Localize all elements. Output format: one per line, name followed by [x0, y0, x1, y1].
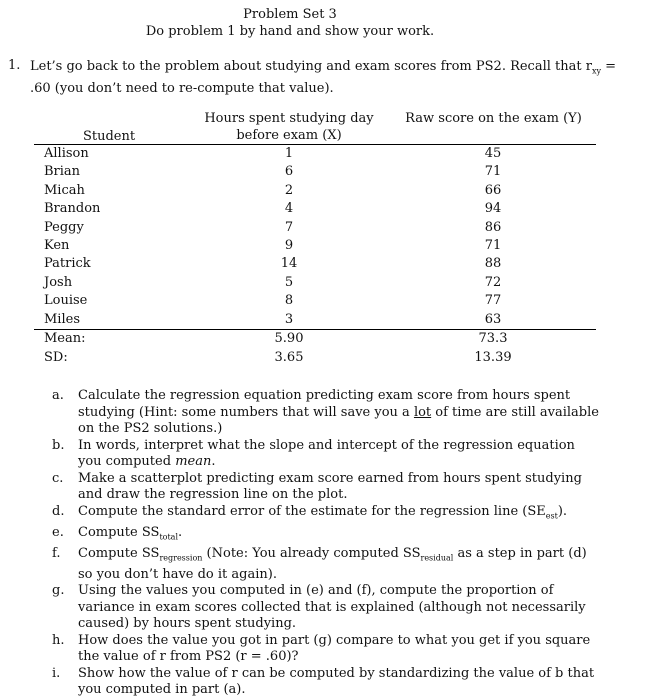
table-row	[34, 164, 596, 182]
cell-y: 45	[484, 146, 502, 161]
header-student: Student	[82, 129, 136, 144]
cell-y: 66	[484, 182, 502, 198]
cell-name: Patrick	[44, 256, 91, 272]
problem-number: 1.	[8, 58, 21, 73]
header-hours: Hours spent studying day before exam (X)	[204, 111, 374, 143]
cell-y: 88	[484, 256, 502, 272]
cell-name: Brian	[44, 164, 81, 180]
cell-x: 4	[284, 201, 294, 217]
question-f: f. Compute $SS_{regression}$ (Note: You already computed $SS_{residual}$ as a step in part (d) so you don’t have do it again).	[52, 545, 587, 582]
cell-x: 1	[284, 146, 294, 161]
table-row	[34, 238, 596, 256]
table-row	[34, 312, 596, 330]
cell-name: Allison	[44, 146, 89, 161]
table-row	[34, 146, 596, 164]
r-subscript: xy	[591, 66, 601, 76]
table-row	[34, 293, 596, 311]
question-b: b. In words, interpret what the slope and intercept of the regression equation you computed mean.	[52, 437, 575, 469]
table-row	[34, 201, 596, 219]
problem-1	[8, 58, 628, 97]
cell-y: 71	[484, 238, 502, 253]
instruction: Do problem 1 by hand and show your work.	[145, 24, 435, 39]
question-i: i. Show how the value of r can be computed by standardizing the value of b that you computed in part (a).	[52, 665, 595, 698]
problem-text: Let’s go back to the problem about studying and exam scores from PS2. Recall that $r_{xy} = .60$ (you don’t need to re-compute that value).	[30, 59, 617, 96]
cell-x: 14	[280, 256, 298, 272]
sd-x: 3.65	[274, 350, 304, 365]
table-row	[34, 220, 596, 238]
summary-rule	[34, 329, 596, 330]
mean-label: Mean:	[44, 331, 86, 346]
cell-name: Josh	[44, 274, 73, 290]
sd-row	[34, 350, 596, 368]
table-row	[34, 256, 596, 274]
cell-y: 77	[484, 293, 502, 309]
sd-y: 13.39	[474, 350, 512, 365]
cell-x: 7	[284, 219, 294, 235]
question-e: e. Compute $SS_{total}$.	[52, 524, 183, 542]
cell-x: 9	[284, 238, 294, 253]
cell-x: 2	[284, 182, 294, 198]
cell-name: Miles	[44, 311, 80, 327]
table-row	[34, 183, 596, 201]
cell-y: 72	[484, 274, 502, 290]
question-g: g. Using the values you computed in (e) and (f), compute the proportion of variance in exam scores collected that is explained (although not necessarily caused) by hours spent studying.	[52, 583, 586, 632]
mean-x: 5.90	[274, 331, 304, 346]
sd-label: SD:	[44, 350, 68, 365]
cell-x: 8	[284, 293, 294, 309]
header	[0, 6, 580, 40]
page-title: Problem Set 3	[243, 7, 337, 22]
cell-name: Ken	[44, 238, 70, 253]
mean-row	[34, 331, 596, 349]
table-row	[34, 275, 596, 293]
data-table	[34, 108, 596, 368]
cell-name: Brandon	[44, 201, 101, 217]
header-score: Raw score on the exam (Y)	[405, 111, 582, 126]
cell-name: Louise	[44, 293, 88, 309]
cell-y: 63	[484, 311, 502, 327]
cell-name: Peggy	[44, 219, 84, 235]
cell-x: 6	[284, 164, 294, 180]
cell-y: 86	[484, 219, 502, 235]
question-d: d. Compute the standard error of the estimate for the regression line $(SE_{est})$.	[52, 503, 568, 521]
question-c: c. Make a scatterplot predicting exam score earned from hours spent studying and draw the regression line on the plot.	[52, 470, 582, 502]
cell-x: 5	[284, 274, 294, 290]
header-rule	[34, 144, 596, 145]
cell-y: 71	[484, 164, 502, 180]
questions-list	[52, 388, 602, 699]
question-h: h. How does the value you got in part (g) compare to what you get if you square the value of r from PS2 (r = .60)?	[52, 632, 591, 665]
cell-x: 3	[284, 311, 294, 327]
cell-name: Micah	[44, 182, 85, 198]
cell-y: 94	[484, 201, 502, 217]
question-a: a. Calculate the regression equation predicting exam score from hours spent studying (Hint: some numbers that will save you a lot of time are still available on the PS2 solutions.)	[52, 388, 599, 436]
mean-y: 73.3	[478, 331, 508, 346]
